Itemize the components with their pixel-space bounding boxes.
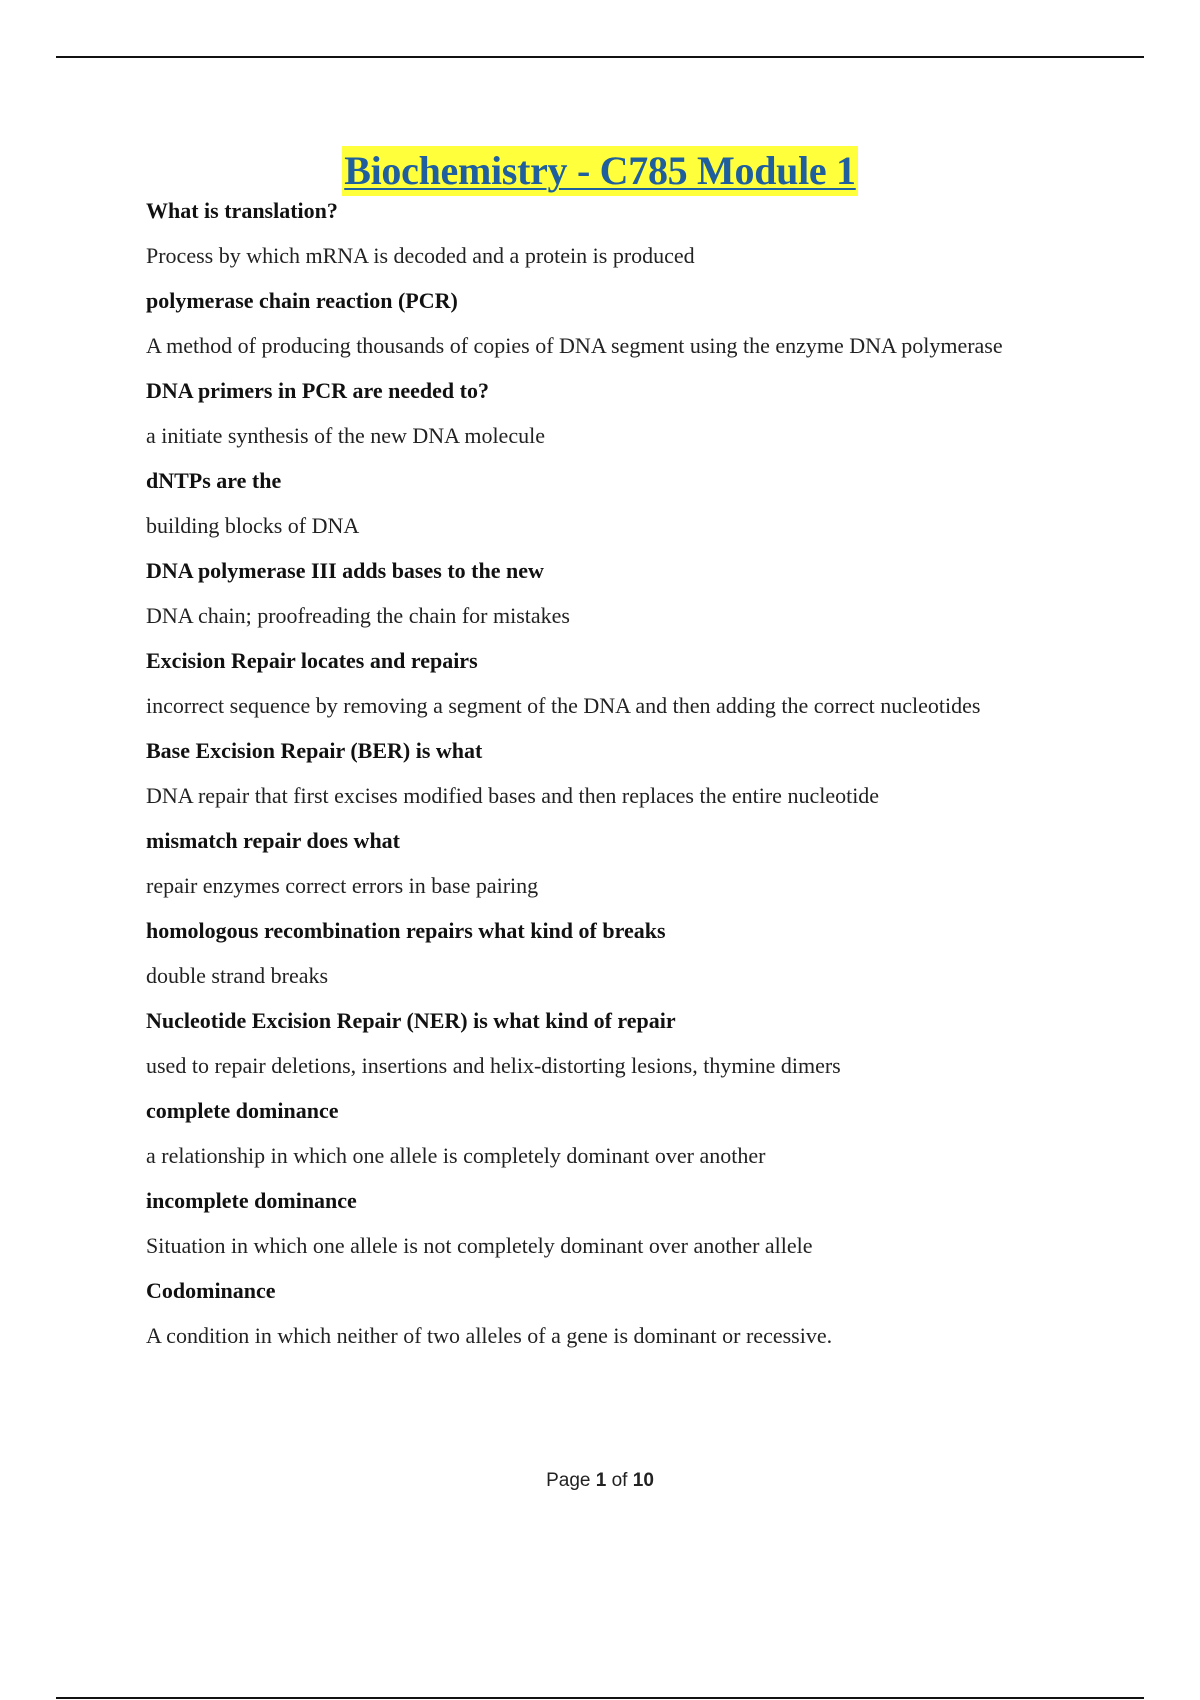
qa-item: [146, 1276, 1076, 1351]
page-total: 10: [632, 1470, 654, 1491]
question: Codominance: [146, 1278, 276, 1303]
answer: double strand breaks: [146, 963, 329, 988]
question: mismatch repair does what: [146, 828, 401, 853]
answer: A method of producing thousands of copies of DNA segment using the enzyme DNA polymerase: [146, 333, 1003, 358]
question: polymerase chain reaction (PCR): [146, 288, 458, 313]
qa-item: [146, 466, 1076, 541]
page-footer: [0, 1470, 1200, 1492]
question: dNTPs are the: [146, 468, 282, 493]
qa-item: [146, 736, 1076, 811]
answer: Situation in which one allele is not completely dominant over another allele: [146, 1233, 813, 1258]
answer: A condition in which neither of two alleles of a gene is dominant or recessive.: [146, 1323, 833, 1348]
qa-item: [146, 196, 1076, 271]
answer: DNA repair that first excises modified bases and then replaces the entire nucleotide: [146, 783, 880, 808]
qa-item: [146, 556, 1076, 631]
question: DNA polymerase III adds bases to the new: [146, 558, 544, 583]
answer: used to repair deletions, insertions and helix-distorting lesions, thymine dimers: [146, 1053, 841, 1078]
answer: Process by which mRNA is decoded and a protein is produced: [146, 243, 695, 268]
answer: a relationship in which one allele is completely dominant over another: [146, 1143, 766, 1168]
qa-item: [146, 1006, 1076, 1081]
answer: building blocks of DNA: [146, 513, 360, 538]
answer: incorrect sequence by removing a segment of the DNA and then adding the correct nucleotides: [146, 693, 981, 718]
qa-item: [146, 826, 1076, 901]
qa-list: [146, 196, 1076, 1366]
question: homologous recombination repairs what kind of breaks: [146, 918, 666, 943]
qa-item: [146, 286, 1076, 361]
qa-item: [146, 916, 1076, 991]
question: Nucleotide Excision Repair (NER) is what kind of repair: [146, 1008, 676, 1033]
page-label: Page: [546, 1470, 591, 1491]
question: incomplete dominance: [146, 1188, 357, 1213]
footer-rule: [56, 1697, 1144, 1699]
question: Excision Repair locates and repairs: [146, 648, 478, 673]
qa-item: [146, 376, 1076, 451]
answer: a initiate synthesis of the new DNA molecule: [146, 423, 545, 448]
document-title: Biochemistry - C785 Module 1: [342, 146, 858, 196]
answer: repair enzymes correct errors in base pairing: [146, 873, 539, 898]
qa-item: [146, 646, 1076, 721]
question: complete dominance: [146, 1098, 339, 1123]
page-current: 1: [595, 1470, 607, 1491]
title-container: [0, 146, 1200, 196]
question: DNA primers in PCR are needed to?: [146, 378, 489, 403]
question: Base Excision Repair (BER) is what: [146, 738, 483, 763]
qa-item: [146, 1186, 1076, 1261]
page-of-label: of: [611, 1470, 628, 1491]
answer: DNA chain; proofreading the chain for mistakes: [146, 603, 570, 628]
header-rule: [56, 56, 1144, 58]
question: What is translation?: [146, 198, 338, 223]
qa-item: [146, 1096, 1076, 1171]
